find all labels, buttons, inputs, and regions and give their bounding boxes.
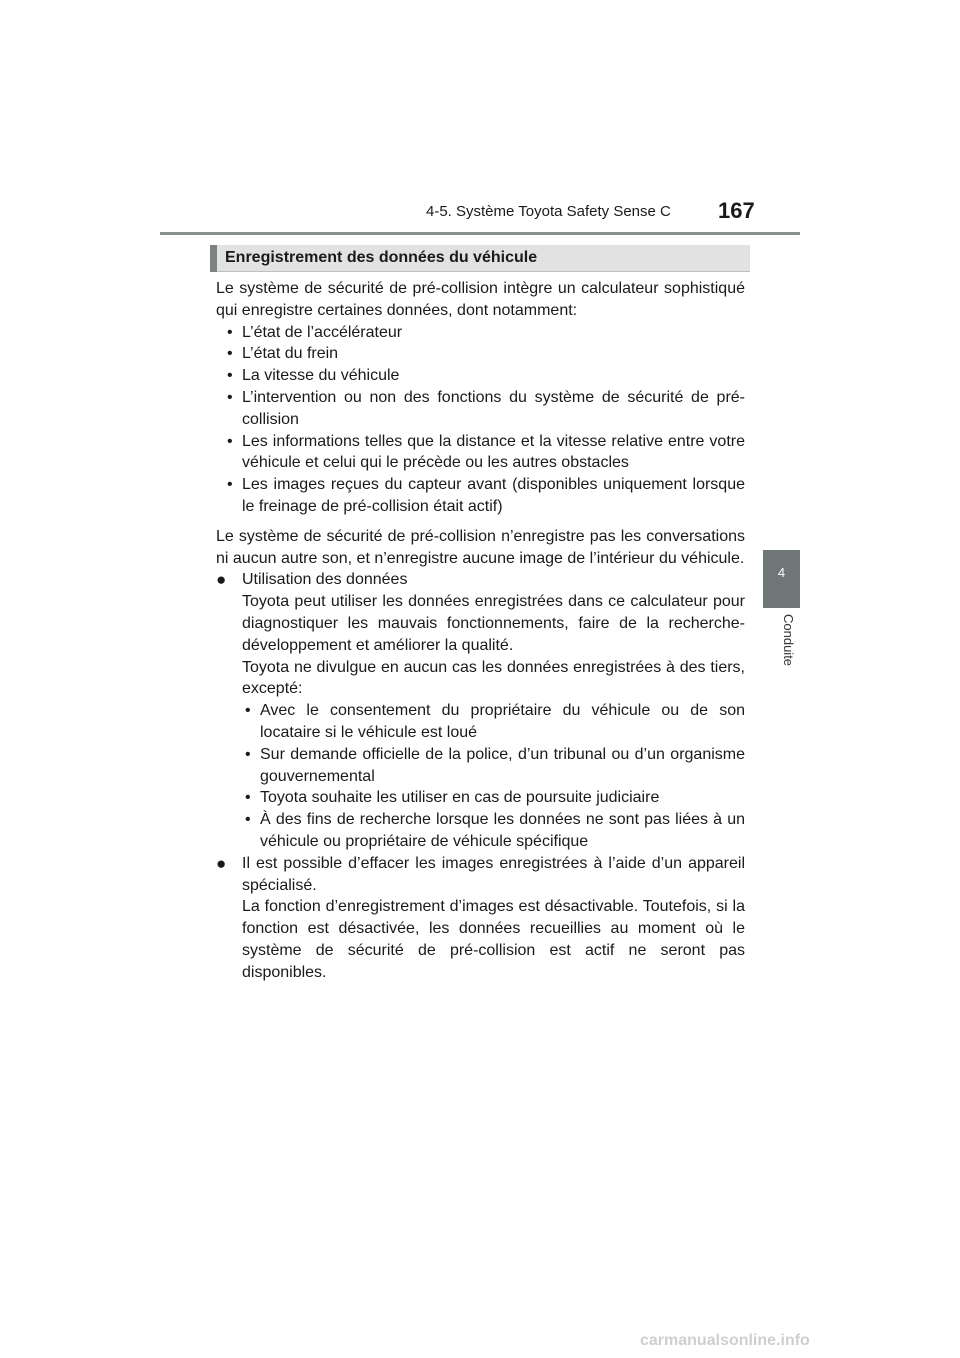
section-heading — [210, 245, 750, 272]
erase-heading: ● Il est possible d’effacer les images enregistrées à l’aide d’un appareil spécialisé. — [216, 853, 745, 894]
list-item: • Toyota souhaite les utiliser en cas de poursuite judiciaire — [216, 787, 745, 809]
list-item: • Sur demande officielle de la police, d’un tribunal ou d’un organisme gouvernemental — [245, 745, 745, 785]
bullet-icon: • — [227, 367, 233, 385]
circle-bullet-icon: ● — [216, 570, 227, 590]
no-record-paragraph: Le système de sécurité de pré-collision n’enregistre pas les conversations ni aucun autre son, et n’enregistre aucune image de l’intérieur du véhicule. — [216, 527, 745, 567]
bullet-icon: • — [245, 702, 251, 720]
circle-bullet-icon: ● — [216, 853, 227, 873]
bullet-icon: • — [245, 811, 251, 829]
header-rule — [160, 232, 800, 235]
chapter-number: 4 — [777, 565, 786, 580]
list-item: • L’intervention ou non des fonctions du système de sécurité de pré-collision — [227, 388, 745, 428]
bullet-icon: • — [245, 745, 251, 763]
bullet-icon: • — [227, 345, 233, 363]
watermark-text: carmanualsonline.info — [640, 1332, 810, 1349]
section-heading-bar — [210, 245, 217, 272]
chapter-label: Conduite — [781, 614, 796, 667]
use-paragraph-2: Toyota ne divulgue en aucun cas les données enregistrées à des tiers, excepté: — [242, 658, 745, 698]
list-item: • L’état de l’accélérateur — [216, 322, 745, 344]
page-number: 167 — [718, 198, 755, 223]
header-section-title: 4-5. Système Toyota Safety Sense C — [426, 203, 671, 220]
chapter-tab — [763, 550, 800, 608]
erase-paragraph: La fonction d’enregistrement d’images est désactivable. Toutefois, si la fonction est désactivée, les données recueillies au moment où le système de sécurité de pré-collision est actif ne seront pas disponibles. — [242, 898, 745, 981]
list-item: • Les informations telles que la distance et la vitesse relative entre votre véhicule et celui qui le précède ou les autres obstacles — [227, 432, 745, 472]
list-item: • L’état du frein — [216, 343, 745, 365]
use-paragraph-1: Toyota peut utiliser les données enregistrées dans ce calculateur pour diagnostiquer les mauvais fonctionnements, faire de la recherche-développement et améliorer la qualité. — [242, 593, 745, 654]
use-heading: ● Utilisation des données — [216, 570, 408, 590]
bullet-icon: • — [227, 388, 233, 406]
list-item: • Avec le consentement du propriétaire du véhicule ou de son locataire si le véhicule est loué — [245, 702, 745, 741]
bullet-icon: • — [227, 323, 233, 341]
list-item: • Les images reçues du capteur avant (disponibles uniquement lorsque le freinage de pré-collision était actif) — [227, 476, 745, 515]
bullet-icon: • — [227, 432, 233, 450]
list-item: • La vitesse du véhicule — [216, 365, 745, 387]
bullet-icon: • — [227, 476, 233, 494]
bullet-icon: • — [245, 789, 251, 807]
body-text — [216, 278, 745, 984]
list-item: • À des fins de recherche lorsque les données ne sont pas liées à un véhicule ou propriétaire de véhicule spécifique — [245, 811, 745, 850]
section-heading-text: Enregistrement des données du véhicule — [225, 249, 538, 266]
intro-paragraph: Le système de sécurité de pré-collision intègre un calculateur sophistiqué qui enregistre certaines données, dont notamment: — [216, 280, 745, 319]
